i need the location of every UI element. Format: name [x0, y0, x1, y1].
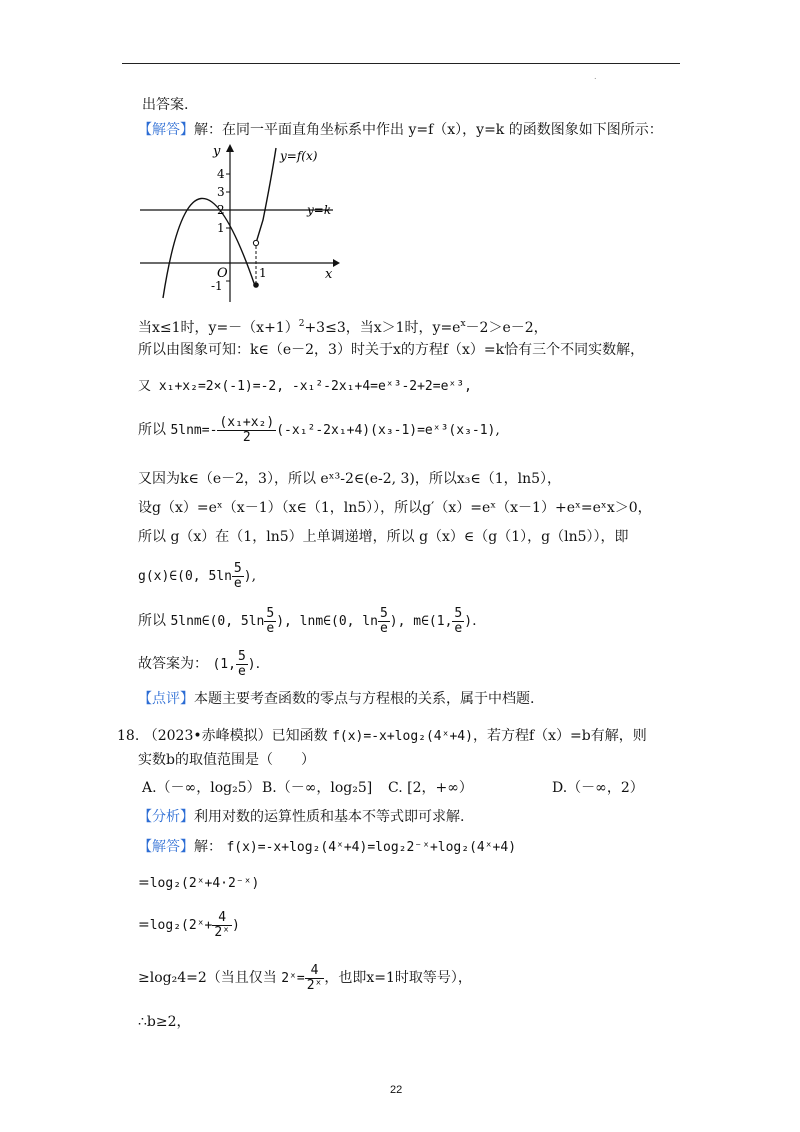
solution-step-4a: ≥log₂4=2（当且仅当 [138, 970, 277, 986]
answer-open: (1, [212, 657, 236, 672]
fraction-4-over-2x: $\frac{4}{\text{2ˣ}}$ [214, 909, 231, 940]
x-axis-label: x [325, 267, 333, 282]
expr-product: (-x₁²-2x₁+4)(x₃-1)=eˣ³(x₃-1) [276, 423, 496, 438]
solution-step-2: log₂(2ˣ+4·2⁻ˣ) [149, 876, 260, 891]
question-rest: ，若方程f（x）=b有解，则 [472, 728, 647, 744]
piecewise-exponent-2: 2 [298, 319, 305, 329]
so-label: 所以 [138, 422, 166, 438]
so-label-2: 所以 [138, 613, 166, 629]
solution-intro [138, 121, 663, 139]
y-tick-label-neg1: -1 [211, 279, 223, 293]
piecewise-exponent-x: x [460, 319, 466, 329]
y-tick-label-1: 1 [217, 221, 225, 235]
solution-step-3a: log₂(2ˣ+ [149, 918, 213, 933]
line-g-increasing: 所以 g（x）在（1，ln5）上单调递增，所以 g（x）∈（g（1），g（ln5）），即 [138, 529, 629, 545]
piecewise-part-c: +3≤3，当x＞1时，y=e [304, 320, 461, 336]
solution-tag: 【解答】 [138, 122, 194, 138]
header-rule [122, 63, 680, 64]
parabola-branch [163, 198, 255, 298]
solution-step-1: f(x)=-x+log₂(4ˣ+4)=log₂2⁻ˣ+log₂(4ˣ+4) [226, 840, 517, 855]
line-solution-4 [138, 958, 472, 998]
m-range-part-c: ), lnm∈(0, ln [276, 614, 378, 629]
comma: , [495, 422, 500, 438]
expr-5lnm: 5lnm=- [170, 423, 218, 438]
line-define-g: 设g（x）=eˣ（x－1）（x∈（1，ln5）），所以g′（x）=eˣ（x－1）+eˣ=eˣx＞0， [138, 500, 652, 516]
page-number: 22 [390, 1084, 403, 1096]
curve-label: y=f(x) [280, 149, 318, 163]
equals-2: = [138, 875, 150, 891]
line-solution-5: ∴b≥2， [138, 1014, 191, 1030]
analysis-tag: 【分析】 [138, 809, 194, 825]
y-tick-label-4: 4 [217, 167, 225, 181]
fraction-5-over-e-2: $\frac{5}{e}$ [266, 605, 275, 636]
line-m-range [138, 602, 477, 640]
fraction-5-over-e: $\frac{5}{e}$ [233, 560, 242, 591]
y-axis-label: y [213, 144, 221, 159]
y-tick-label-2: 2 [217, 203, 225, 217]
header-dot: . [594, 72, 597, 81]
x-axis-arrow-icon [333, 259, 340, 267]
comment-tag: 【点评】 [138, 691, 194, 707]
question-18 [117, 727, 647, 746]
m-range-close: ) [464, 614, 473, 629]
question-number: 18. [117, 728, 140, 744]
analysis-text: 利用对数的运算性质和基本不等式即可求解. [194, 809, 465, 825]
line-piecewise [138, 315, 548, 337]
solution-prefix: 解： [194, 839, 222, 855]
fraction-x1-plus-x2: $\frac{\text{(x₁+x₂)}}{2}$ [219, 414, 275, 445]
option-a: A.（－∞，log₂5） [142, 780, 261, 796]
line-solution-3 [138, 905, 240, 945]
option-b: B.（－∞，log₂5] [262, 780, 373, 796]
piecewise-part-a: 当x≤1时，y=－（x+1） [138, 320, 299, 336]
fraction-5-over-e-4: $\frac{5}{e}$ [454, 605, 463, 636]
equals-3: = [138, 917, 150, 933]
y-axis-arrow-icon [226, 144, 234, 152]
line-analysis [138, 808, 464, 826]
option-c: C. [2，+∞） [388, 780, 473, 796]
solution-intro-text: 解：在同一平面直角坐标系中作出 y=f（x），y=k 的函数图象如下图所示： [194, 122, 663, 138]
piecewise-part-e: －2＞e－2， [465, 320, 548, 336]
solution-tag-2: 【解答】 [138, 839, 194, 855]
x-tick-label-1: 1 [259, 266, 267, 280]
m-range-part-b: 5lnm∈(0, 5ln [170, 614, 265, 629]
question-source: （2023•赤峰模拟）已知函数 [143, 728, 328, 744]
comment-text: 本题主要考查函数的零点与方程根的关系，属于中档题. [194, 691, 535, 707]
answer-label: 故答案为： [138, 656, 208, 672]
solution-step-3b: ) [232, 918, 240, 933]
solution-equality: 2ˣ= [281, 971, 305, 986]
line-comment [138, 690, 534, 708]
line-graph-conclusion: 所以由图象可知：k∈（e－2，3）时关于x的方程f（x）=k恰有三个不同实数解， [138, 342, 645, 358]
line-solution-1 [138, 838, 516, 857]
line-solution-2 [138, 874, 259, 893]
line-answer [138, 646, 260, 682]
line-5lnm-expression [138, 410, 500, 450]
line-label: y=k [307, 203, 332, 217]
g-range-comma: , [251, 568, 257, 584]
g-range-part-a: g(x)∈(0, 5ln [138, 569, 232, 584]
exponential-branch [256, 148, 276, 243]
function-graph [135, 140, 345, 305]
line-x3-range: 又因为k∈（e－2，3），所以 eˣ³-2∈(e-2, 3)，所以x₃∈（1，ln5）， [138, 471, 562, 487]
origin-label: O [217, 266, 228, 281]
line-conclusion: 出答案. [142, 97, 189, 113]
fraction-5-over-e-3: $\frac{5}{e}$ [379, 605, 388, 636]
answer-close: ) [247, 657, 256, 672]
closed-point [253, 282, 259, 288]
m-range-part-d: ), m∈(1, [389, 614, 453, 629]
answer-fraction: $\frac{5}{e}$ [237, 648, 246, 679]
question-function: f(x)=-x+log₂(4ˣ+4) [332, 729, 473, 744]
solution-step-4b: ，也即x=1时取等号）， [324, 970, 472, 986]
option-d: D.（－∞，2） [552, 780, 644, 796]
y-tick-label-3: 3 [217, 185, 225, 199]
line-sum-relation: 又 x₁+x₂=2×(-1)=-2, -x₁²-2x₁+4=eˣ³-2+2=eˣ³, [138, 379, 472, 394]
line-g-range [138, 558, 256, 594]
fraction-4-over-2x-2: $\frac{4}{\text{2ˣ}}$ [306, 962, 323, 993]
open-point [253, 240, 258, 245]
question-18-line2: 实数b的取值范围是（ ） [138, 752, 315, 768]
g-range-close: ) [243, 569, 252, 584]
m-range-period: . [472, 613, 477, 629]
answer-period: . [255, 656, 261, 672]
